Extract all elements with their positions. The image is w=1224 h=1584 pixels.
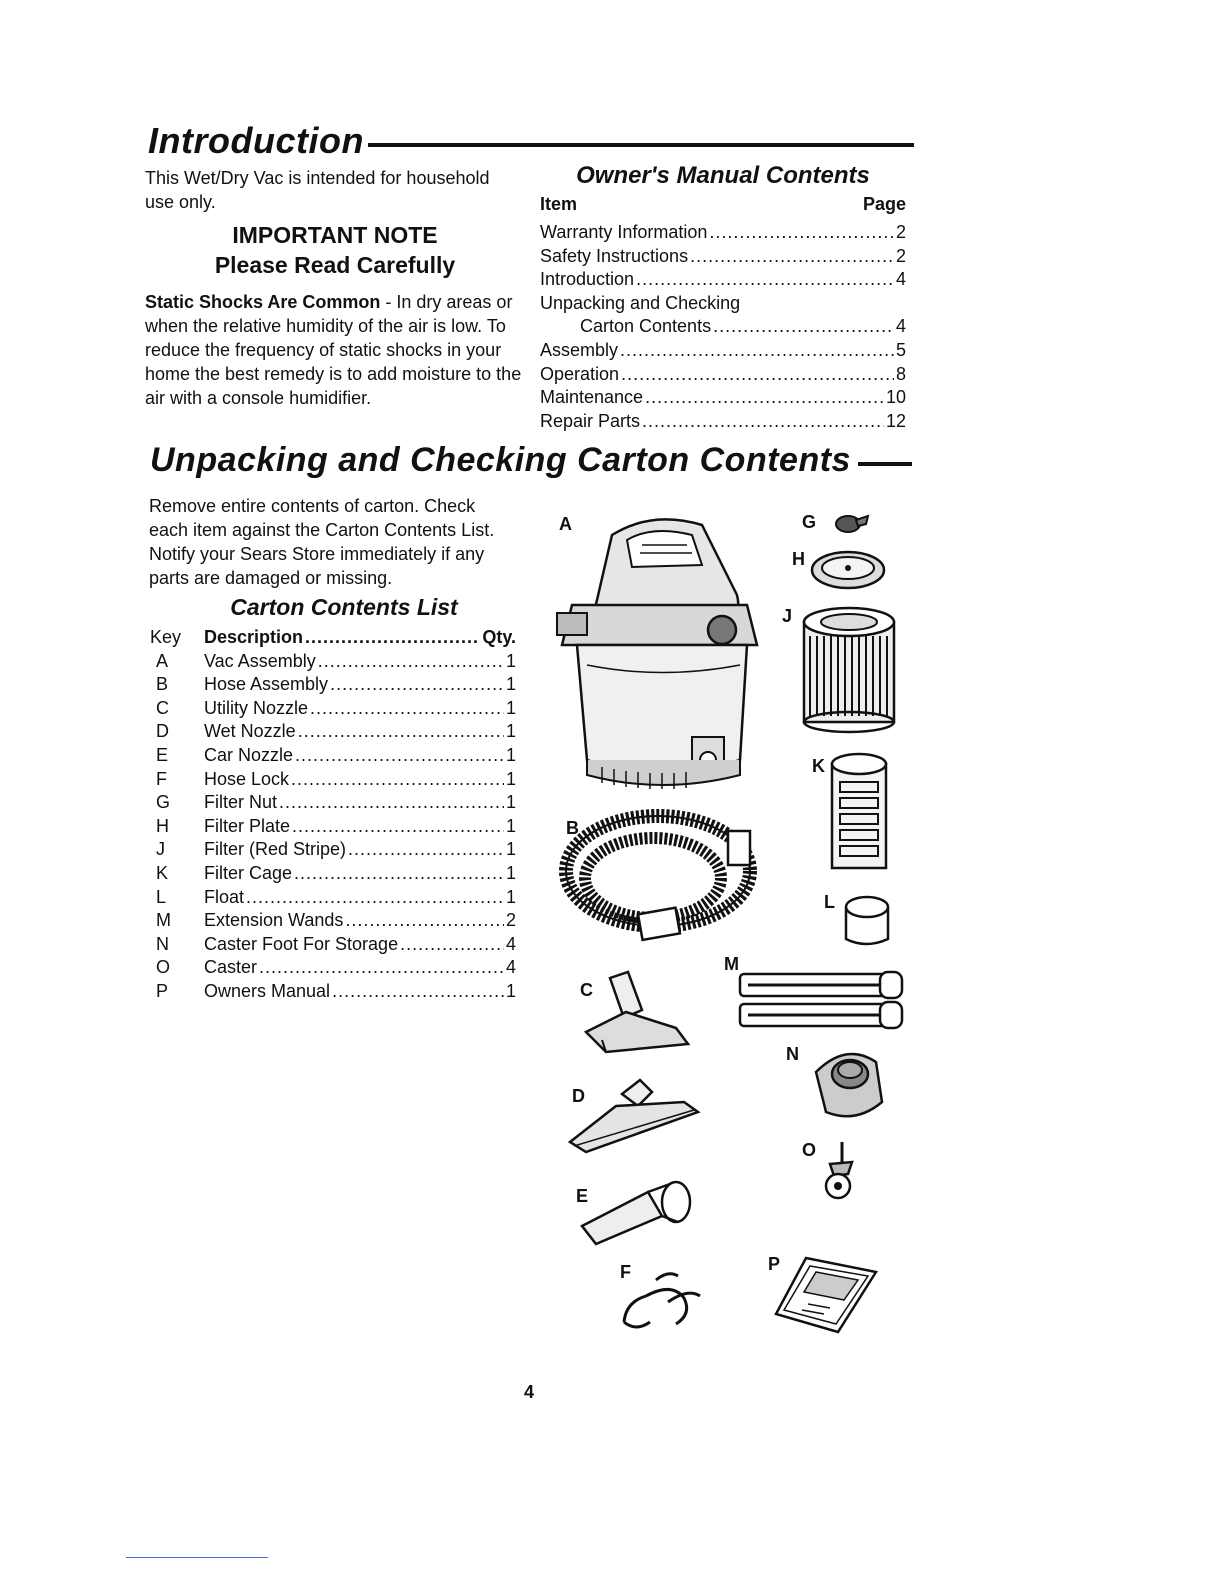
filter-cage-illustration [826,748,892,876]
float-illustration [840,893,896,949]
toc-entry-page: 2 [895,222,906,242]
carton-table [150,626,516,1004]
toc-title: Owner's Manual Contents [576,162,870,189]
car-nozzle-illustration [578,1180,698,1250]
toc-entry-label: Repair Parts [540,410,641,431]
carton-qty: 1 [505,697,516,718]
carton-key: D [156,721,169,742]
carton-col-desc: Description [204,627,304,647]
important-note-title: IMPORTANT NOTE [232,222,438,248]
static-shock-paragraph [145,290,525,410]
toc-entry-label: Carton Contents [580,316,712,337]
carton-key: G [156,792,171,813]
toc-entry [540,410,906,434]
carton-row [150,720,516,744]
carton-row [150,697,516,721]
caster-illustration [818,1140,858,1204]
carton-key: H [156,815,169,836]
utility-nozzle-illustration [566,970,692,1060]
carton-qty: 4 [505,933,516,954]
toc-entry [540,363,906,387]
wet-nozzle-illustration [566,1076,706,1156]
filter-plate-illustration [808,548,888,594]
carton-qty: 1 [505,815,516,836]
toc-entry [540,292,906,316]
carton-desc: Car Nozzle [204,744,294,765]
important-note-subtitle: Please Read Carefully [214,252,456,278]
toc-col-item: Item [540,194,578,214]
unpacking-heading-rule [858,462,912,466]
caster-foot-illustration [806,1032,886,1126]
carton-key: B [156,674,169,695]
label-b: B [566,818,579,838]
label-p: P [768,1254,781,1274]
carton-key: N [156,933,169,954]
toc-col-page: Page [862,194,906,214]
toc-entry [540,386,906,410]
carton-desc: Filter Cage [204,862,293,883]
carton-col-key: Key [150,627,182,647]
toc-entry-label: Safety Instructions [540,245,689,266]
carton-qty: 1 [505,839,516,860]
carton-qty: 1 [505,980,516,1001]
static-shock-label: Static Shocks Are Common [145,292,381,312]
carton-qty: 1 [505,886,516,907]
label-n: N [786,1044,799,1064]
carton-row [150,815,516,839]
toc-entry-label: Unpacking and Checking [540,292,741,313]
carton-desc: Caster Foot For Storage [204,933,399,954]
unpacking-text: Remove entire contents of carton. Check each item against the Carton Contents List. Notify your Sears Store immediately if any parts are damaged or missing. [149,496,495,588]
toc-entry-label: Assembly [540,339,619,360]
carton-qty: 1 [505,721,516,742]
carton-key: K [156,862,169,883]
toc-entry-label: Operation [540,363,620,384]
page-number: 4 [524,1382,535,1402]
carton-desc: Utility Nozzle [204,697,309,718]
carton-desc: Wet Nozzle [204,721,296,742]
carton-desc: Caster [204,957,258,978]
unpacking-heading: Unpacking and Checking Carton Contents [150,441,851,479]
footnote-rule [126,1557,268,1558]
carton-desc: Hose Lock [204,768,290,789]
label-e: E [576,1186,589,1206]
label-l: L [824,892,835,912]
carton-qty: 1 [505,768,516,789]
carton-desc: Hose Assembly [204,674,329,695]
carton-row [150,886,516,910]
owners-manual-illustration [772,1252,880,1336]
label-k: K [812,756,825,776]
carton-desc: Extension Wands [204,910,344,931]
carton-qty: 1 [505,792,516,813]
carton-row [150,838,516,862]
vac-assembly-illustration [552,505,762,795]
label-d: D [572,1086,585,1106]
carton-key: L [156,886,167,907]
toc-entry [540,221,906,245]
carton-row [150,650,516,674]
label-f: F [620,1262,631,1282]
carton-qty: 1 [505,744,516,765]
hose-assembly-illustration [558,806,758,951]
carton-title: Carton Contents List [230,594,458,620]
toc-entry [540,268,906,292]
carton-key: F [156,768,167,789]
carton-row [150,768,516,792]
toc-entry [540,339,906,363]
label-g: G [802,512,817,532]
carton-col-qty: Qty. [482,627,516,647]
label-h: H [792,549,805,569]
carton-desc: Vac Assembly [204,650,316,671]
carton-desc: Filter (Red Stripe) [204,839,347,860]
carton-key: P [156,980,169,1001]
static-shock-text: - In dry areas or when the relative humidity of the air is low. To reduce the frequency of static shocks in your home the best remedy is to add moisture to the air with a console humidifier. [145,292,522,408]
carton-qty: 4 [505,957,516,978]
intro-text: This Wet/Dry Vac is intended for household use only. [145,168,490,212]
carton-row [150,956,516,980]
toc-entry [540,315,906,339]
toc-entry-label: Warranty Information [540,222,708,242]
carton-row [150,909,516,933]
carton-key: A [156,650,169,671]
carton-row [150,791,516,815]
carton-key: E [156,744,169,765]
toc-entry [540,245,906,269]
carton-row [150,744,516,768]
toc-header [540,194,906,215]
label-j: J [782,606,793,626]
toc-entry-page: 4 [895,316,906,337]
carton-desc: Filter Plate [204,815,291,836]
filter-nut-illustration [830,512,870,536]
toc-entry-page: 2 [895,245,906,266]
label-a: A [559,514,572,534]
filter-illustration [800,604,900,734]
label-c: C [580,980,593,1000]
carton-row [150,673,516,697]
carton-row [150,862,516,886]
carton-qty: 1 [505,650,516,671]
toc-entry-page: 12 [885,410,906,431]
toc-list [540,221,906,433]
carton-key: O [156,957,171,978]
label-o: O [802,1140,817,1160]
carton-row [150,980,516,1004]
carton-qty: 2 [505,910,516,931]
carton-key: M [156,910,171,931]
toc-entry-page: 4 [895,269,906,290]
toc-entry-label: Introduction [540,269,635,290]
intro-heading-rule [368,143,914,147]
carton-desc: Float [204,886,245,907]
toc-entry-label: Maintenance [540,387,644,408]
hose-lock-illustration [616,1262,716,1346]
carton-qty: 1 [505,862,516,883]
carton-desc: Filter Nut [204,792,278,813]
toc-entry-page: 8 [895,363,906,384]
label-m: M [724,954,739,974]
toc-entry-page: 5 [895,339,906,360]
carton-key: C [156,697,169,718]
carton-desc: Owners Manual [204,980,331,1001]
extension-wands-illustration [734,966,914,1032]
carton-key: J [156,839,165,860]
toc-entry-page: 10 [885,387,906,408]
carton-header [150,626,516,650]
carton-row [150,933,516,957]
carton-qty: 1 [505,674,516,695]
intro-heading: Introduction [148,120,364,161]
